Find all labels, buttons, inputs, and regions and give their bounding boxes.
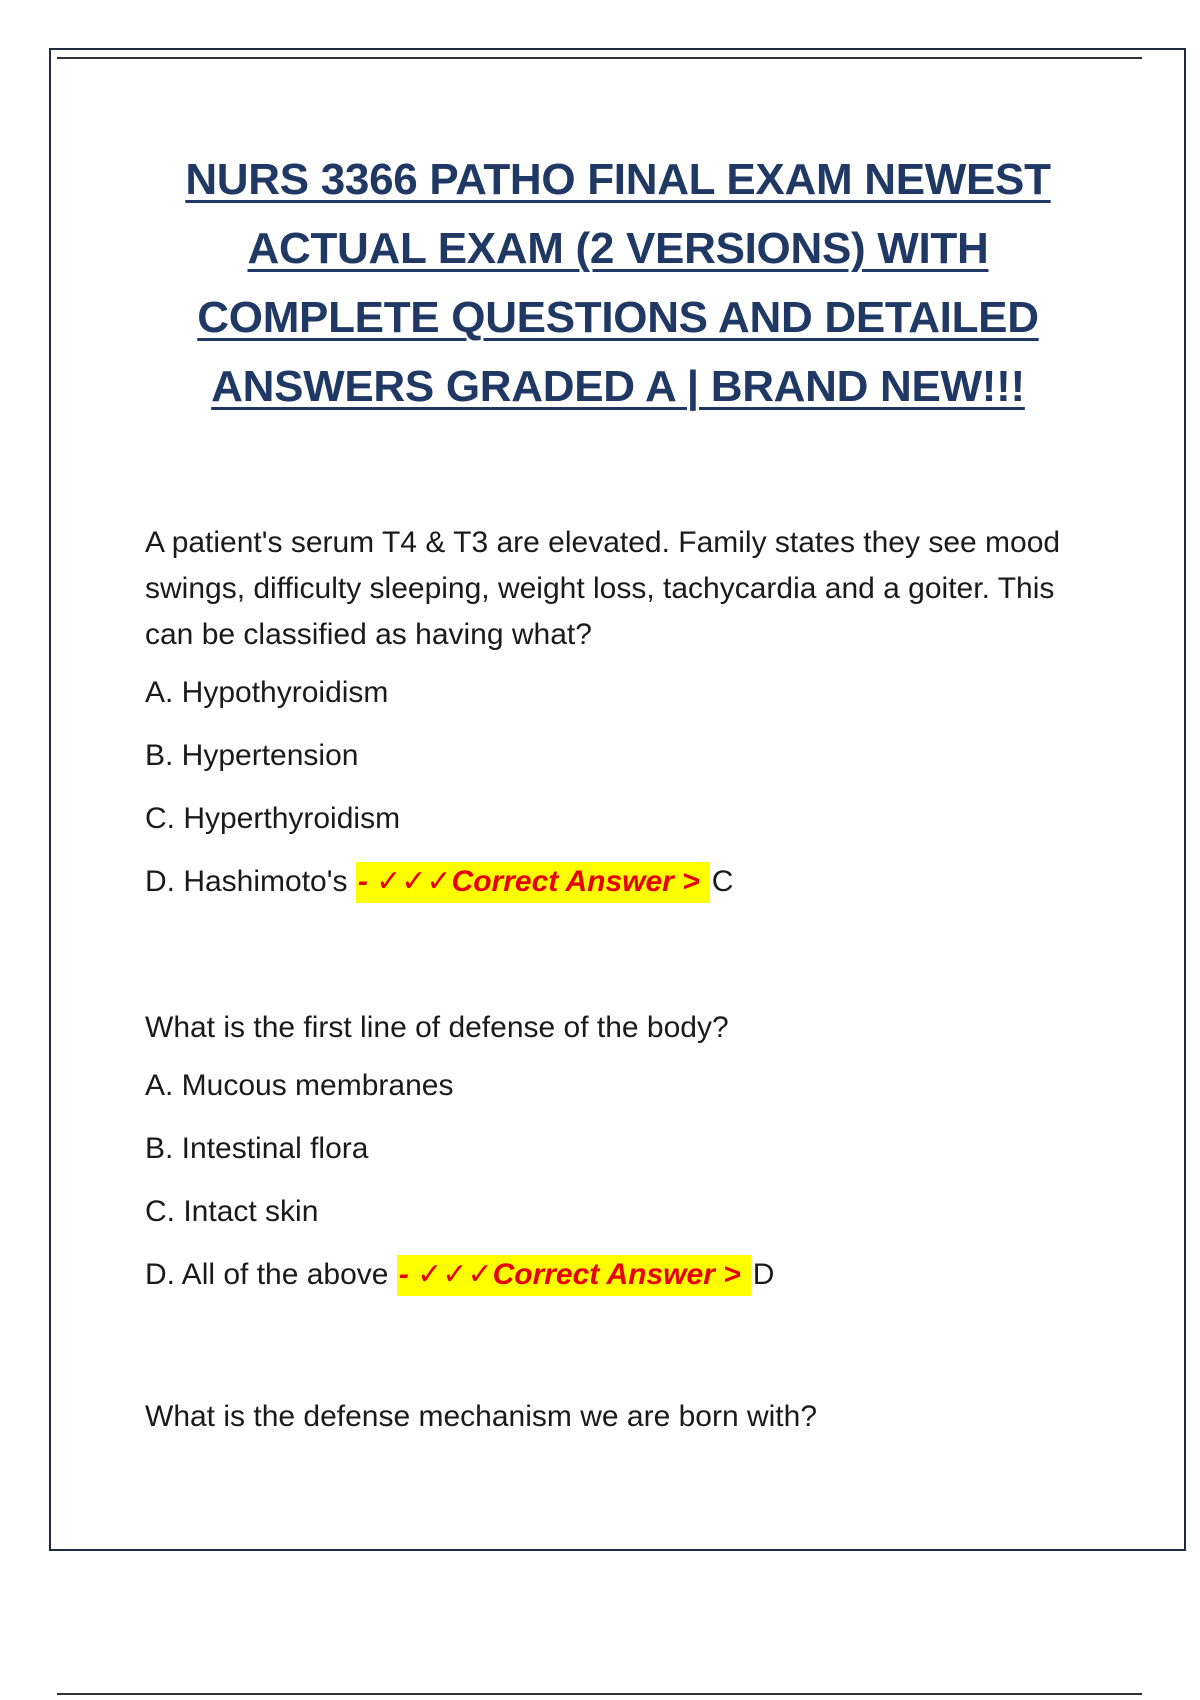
question-1-option-d: D. Hashimoto's — [145, 865, 348, 898]
question-1 — [145, 520, 1105, 902]
question-2-option-d: D. All of the above — [145, 1258, 389, 1291]
question-1-stem: A patient's serum T4 & T3 are elevated. Family states they see mood swings, difficulty sleeping, weight loss, tachycardia and a goiter. This can be classified as having what? — [145, 526, 1061, 651]
question-2-option-d-row — [145, 1255, 1105, 1295]
question-1-answer: C — [711, 865, 734, 898]
question-2-option-a: A. Mucous membranes — [145, 1069, 454, 1102]
question-2-stem: What is the first line of defense of the body? — [145, 1011, 729, 1044]
question-1-correct-answer-marker: - ✓✓✓Correct Answer > — [356, 862, 710, 903]
question-2-option-b: B. Intestinal flora — [145, 1132, 369, 1165]
question-3 — [145, 1394, 1105, 1455]
question-2-answer: D — [752, 1258, 775, 1291]
title-line-2: ACTUAL EXAM (2 VERSIONS) WITH — [247, 224, 989, 273]
top-rule — [57, 57, 1142, 59]
question-1-option-a: A. Hypothyroidism — [145, 676, 389, 709]
question-1-option-d-row — [145, 862, 1105, 902]
question-2-correct-answer-marker: - ✓✓✓Correct Answer > — [397, 1255, 751, 1296]
question-2 — [145, 1005, 1105, 1295]
question-1-option-c: C. Hyperthyroidism — [145, 802, 401, 835]
title-line-1: NURS 3366 PATHO FINAL EXAM NEWEST — [185, 155, 1051, 204]
question-2-option-c: C. Intact skin — [145, 1195, 319, 1228]
title-line-4: ANSWERS GRADED A | BRAND NEW!!! — [211, 362, 1025, 411]
bottom-rule — [57, 1693, 1142, 1695]
document-title — [120, 145, 1116, 421]
question-3-stem: What is the defense mechanism we are born with? — [145, 1400, 817, 1433]
question-1-option-b: B. Hypertension — [145, 739, 359, 772]
title-line-3: COMPLETE QUESTIONS AND DETAILED — [197, 293, 1039, 342]
